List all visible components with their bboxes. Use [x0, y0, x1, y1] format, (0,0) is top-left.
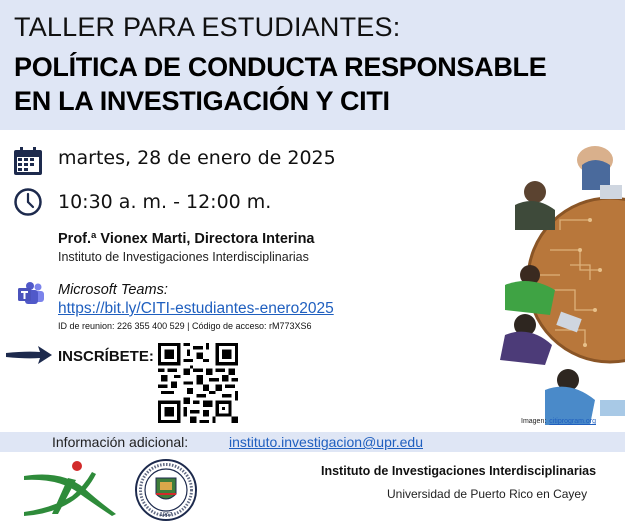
info-email-link[interactable]: instituto.investigacion@upr.edu: [229, 434, 423, 450]
qr-code[interactable]: [158, 343, 238, 423]
info-label: Información adicional:: [52, 434, 189, 450]
image-credit: [521, 418, 596, 425]
meeting-credentials: ID de reunion: 226 355 400 529 | Código de acceso: rM773XS6: [58, 321, 312, 331]
footer-institute: Instituto de Investigaciones Interdisciplinarias: [321, 464, 597, 478]
institute-logo: [22, 458, 118, 518]
header-title-line1: POLÍTICA DE CONDUCTA RESPONSABLE: [14, 52, 547, 82]
image-credit-link[interactable]: citiprogram.org: [549, 418, 596, 425]
calendar-icon: [13, 146, 43, 176]
teams-meeting-link[interactable]: https://bit.ly/CITI-estudiantes-enero2025: [58, 300, 334, 317]
arrow-right-icon: [6, 345, 52, 365]
presenter-institute: Instituto de Investigaciones Interdisciplinarias: [58, 250, 309, 264]
event-date: martes, 28 de enero de 2025: [58, 147, 336, 169]
teams-label: Microsoft Teams:: [58, 282, 168, 298]
team-meeting-photo: [500, 130, 625, 430]
register-label: INSCRÍBETE:: [58, 348, 154, 365]
clock-icon: [13, 187, 43, 217]
header-subtitle: TALLER PARA ESTUDIANTES:: [14, 12, 401, 42]
university-seal: [132, 458, 200, 522]
event-time: 10:30 a. m. - 12:00 m.: [58, 191, 272, 213]
header-title-line2: EN LA INVESTIGACIÓN Y CITI: [14, 86, 390, 116]
teams-icon: [17, 282, 45, 306]
presenter-name: Prof.ª Vionex Marti, Directora Interina: [58, 231, 315, 247]
image-credit-label: Imagen:: [521, 418, 547, 425]
svg-text:1967: 1967: [159, 512, 173, 518]
footer-university: Universidad de Puerto Rico en Cayey: [387, 487, 588, 501]
